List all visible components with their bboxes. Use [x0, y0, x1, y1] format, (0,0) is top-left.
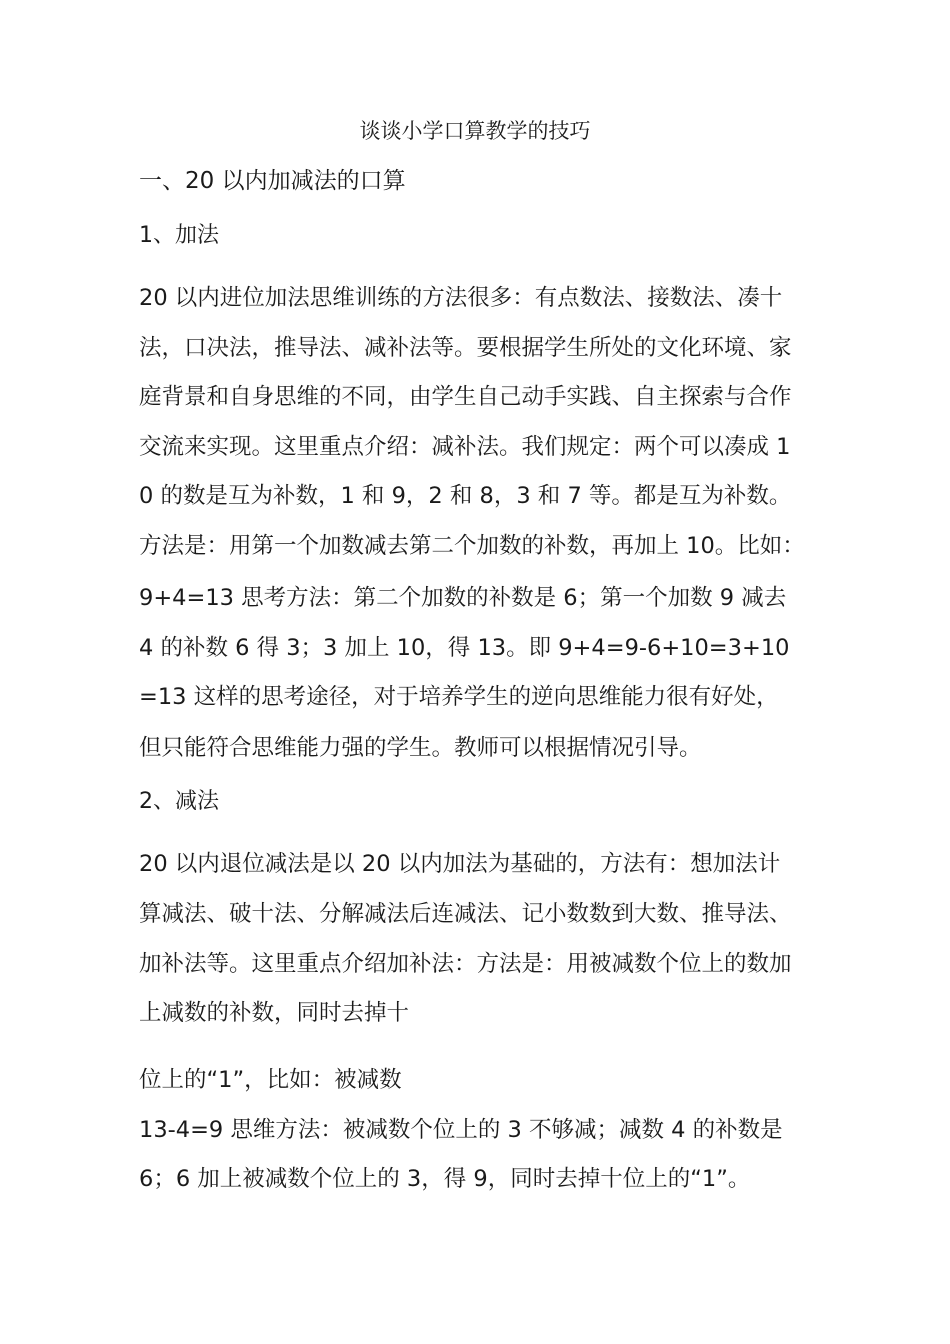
section-heading-1: 一、20 以内加减法的口算: [139, 168, 406, 194]
paragraph-line: 20 以内退位减法是以 20 以内加法为基础的，方法有：想加法计: [139, 851, 781, 877]
paragraph-line: 4 的补数 6 得 3；3 加上 10，得 13。即 9+4=9-6+10=3+10: [139, 635, 790, 661]
paragraph-line: 0 的数是互为补数，1 和 9，2 和 8，3 和 7 等。都是互为补数。: [139, 483, 792, 509]
paragraph-line: 加补法等。这里重点介绍加补法：方法是：用被减数个位上的数加: [139, 951, 792, 977]
paragraph-line: 上减数的补数，同时去掉十: [139, 1000, 410, 1026]
paragraph-line: =13 这样的思考途径，对于培养学生的逆向思维能力很有好处，: [139, 684, 779, 710]
paragraph-line: 但只能符合思维能力强的学生。教师可以根据情况引导。: [139, 735, 702, 761]
document-title: 谈谈小学口算教学的技巧: [359, 119, 591, 143]
paragraph-line: 6；6 加上被减数个位上的 3，得 9，同时去掉十位上的“1”。: [139, 1166, 751, 1192]
subheading-addition: 1、加法: [139, 223, 219, 248]
paragraph-line: 算减法、破十法、分解减法后连减法、记小数数到大数、推导法、: [139, 901, 792, 927]
paragraph-line: 位上的“1”，比如：被减数: [139, 1067, 402, 1093]
paragraph-line: 20 以内进位加法思维训练的方法很多：有点数法、接数法、凑十: [139, 285, 783, 311]
paragraph-line: 方法是：用第一个加数减去第二个加数的补数，再加上 10。比如：: [139, 533, 805, 559]
paragraph-line: 交流来实现。这里重点介绍：减补法。我们规定：两个可以凑成 1: [139, 434, 791, 460]
subheading-subtraction: 2、减法: [139, 789, 219, 814]
paragraph-line: 13-4=9 思维方法：被减数个位上的 3 不够减；减数 4 的补数是: [139, 1117, 783, 1143]
paragraph-line: 9+4=13 思考方法：第二个加数的补数是 6；第一个加数 9 减去: [139, 585, 787, 611]
paragraph-line: 法，口决法，推导法、减补法等。要根据学生所处的文化环境、家: [139, 335, 792, 361]
paragraph-line: 庭背景和自身思维的不同，由学生自己动手实践、自主探索与合作: [139, 384, 792, 410]
